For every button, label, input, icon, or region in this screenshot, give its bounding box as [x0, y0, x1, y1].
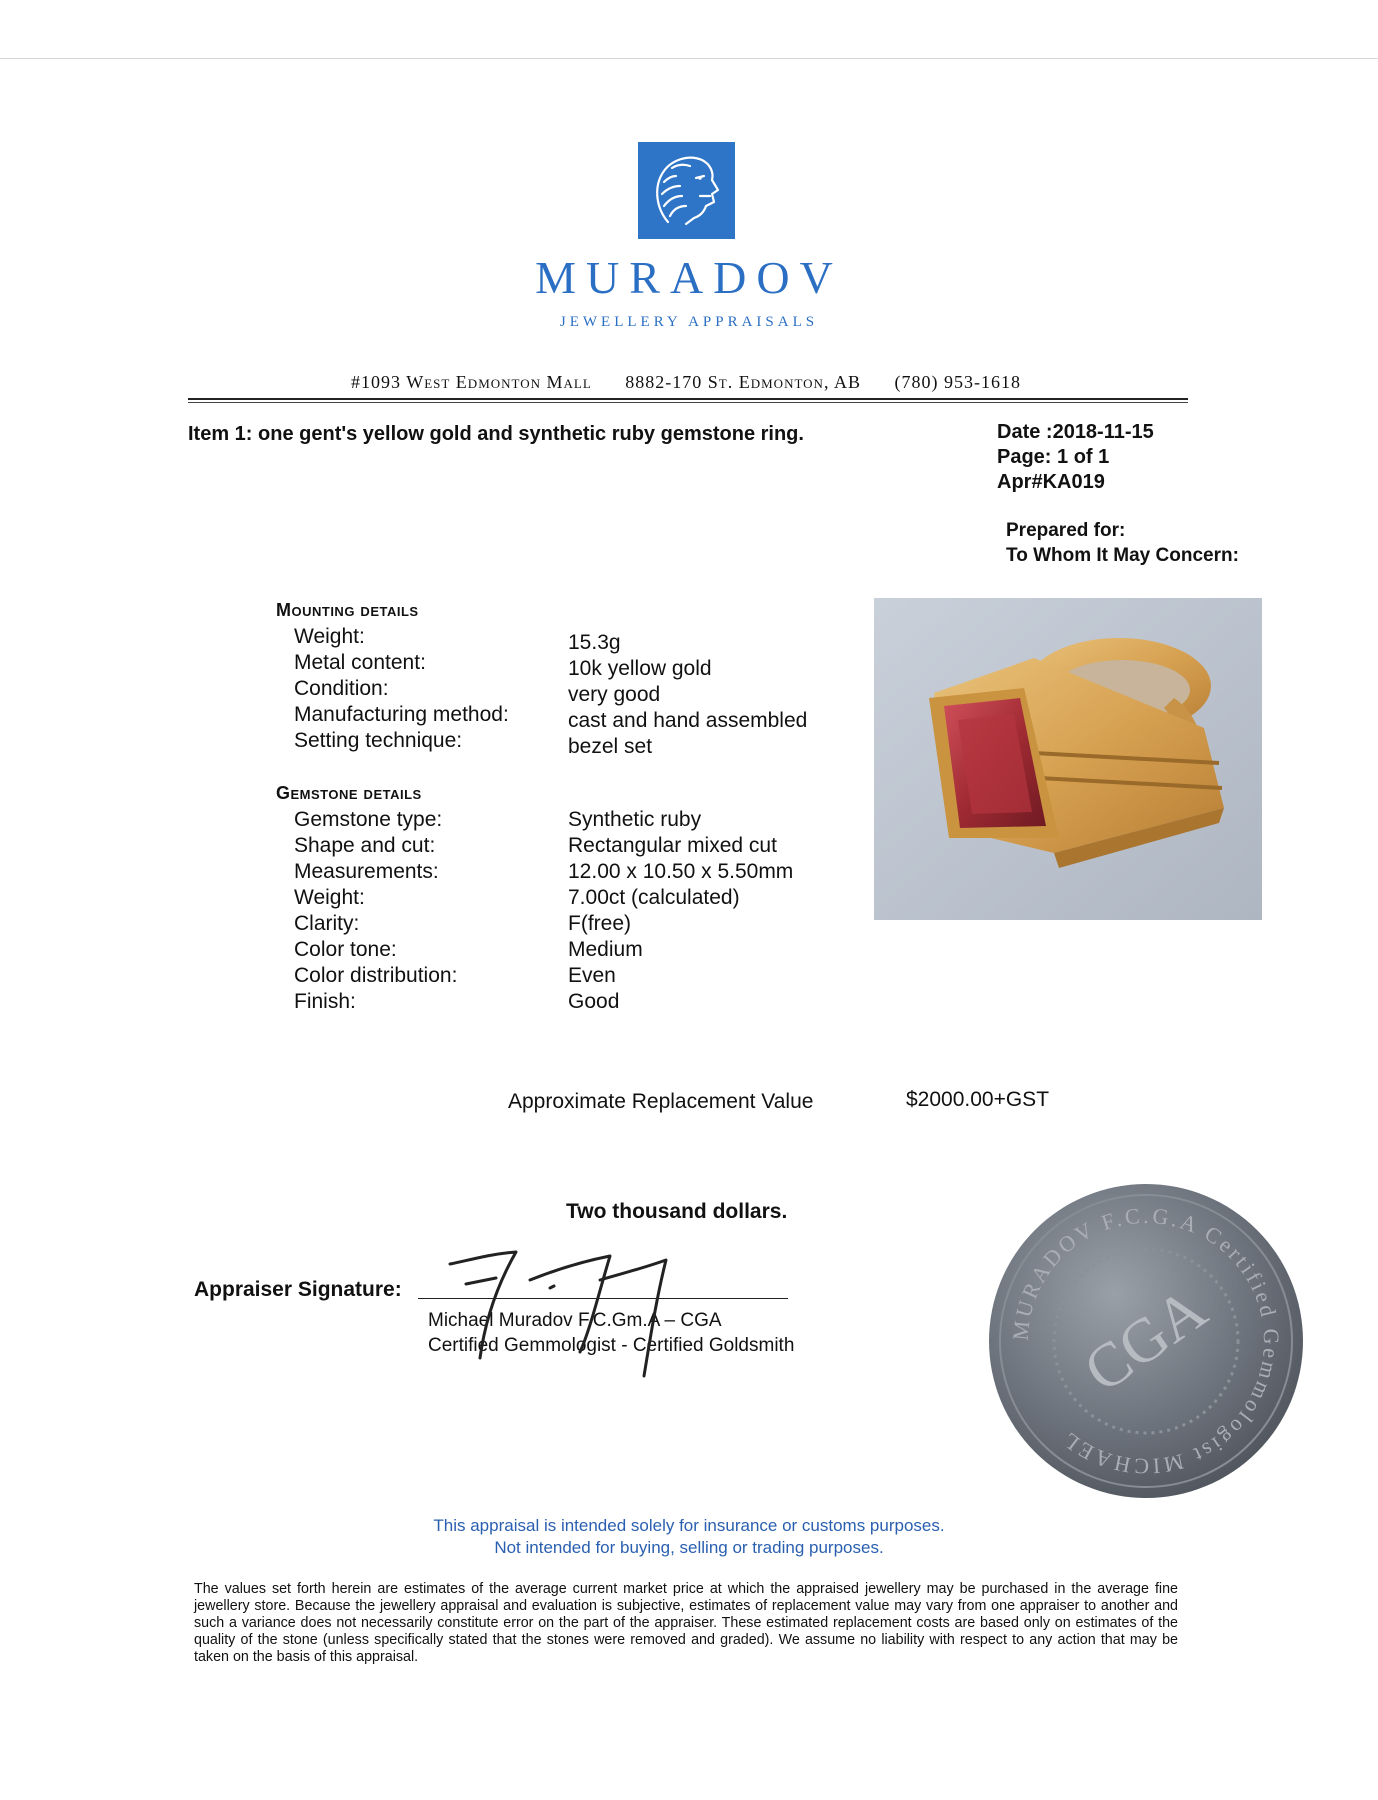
gemstone-value: Even: [568, 964, 616, 987]
seal-center-text: CGA: [1072, 1274, 1219, 1406]
brand-name: MURADOV: [535, 252, 843, 303]
purpose-notice: [0, 1515, 1378, 1559]
replacement-value: $2000.00+GST: [906, 1088, 1050, 1111]
gemstone-label: Shape and cut:: [294, 834, 436, 857]
mounting-label: Setting technique:: [294, 729, 463, 752]
mounting-label: Metal content:: [294, 651, 426, 674]
lion-head-icon: [638, 142, 735, 239]
mounting-label: Condition:: [294, 677, 389, 700]
address-line: [186, 372, 1186, 393]
document-date: Date :2018-11-15: [997, 421, 1154, 443]
prepared-for-value: To Whom It May Concern:: [1006, 545, 1239, 566]
gemstone-heading: Gemstone details: [276, 783, 422, 803]
address-street: 8882-170 St. Edmonton, AB: [625, 372, 861, 392]
appraisal-number: Apr#KA019: [997, 471, 1105, 493]
mounting-value: very good: [568, 683, 661, 706]
gemstone-value: 7.00ct (calculated): [568, 886, 740, 909]
gemstone-label: Clarity:: [294, 912, 360, 935]
address-location: #1093 West Edmonton Mall: [351, 372, 592, 392]
handwritten-signature: [430, 1240, 790, 1380]
mounting-value: bezel set: [568, 735, 653, 758]
seal-ring-text: MURADOV F.C.G.A Certified Gemmologist MICHAEL: [1007, 1202, 1285, 1480]
item-title: Item 1: one gent's yellow gold and synthetic ruby gemstone ring.: [188, 423, 804, 445]
prepared-for-label: Prepared for:: [1006, 520, 1126, 541]
page-number: Page: 1 of 1: [997, 446, 1110, 468]
liability-disclaimer: The values set forth herein are estimates of the average current market price at which the appraised jewellery may be purchased in the average fine jewellery store. Because the jewellery appraisal and evaluation is subjective, estimates of replacement value may vary from one appraiser to another and such a variance does not necessarily constitute error on the part of the appraiser. These estimated replacement costs are based only on estimates of the quality of the stone (unless specifically stated that the stones were removed and graded). We assume no liability with respect to any action that may be taken on the basis of this appraisal.: [194, 1581, 1178, 1665]
gemstone-label: Color tone:: [294, 938, 397, 961]
gemstone-value: Rectangular mixed cut: [568, 834, 777, 857]
address-phone: (780) 953-1618: [894, 372, 1021, 392]
header-rule: [188, 398, 1188, 400]
gemstone-value: Medium: [568, 938, 643, 961]
notice-line-1: This appraisal is intended solely for insurance or customs purposes.: [433, 1516, 945, 1535]
gemstone-value: 12.00 x 10.50 x 5.50mm: [568, 860, 794, 883]
mounting-value: cast and hand assembled: [568, 709, 808, 732]
ring-photo: [874, 598, 1262, 920]
gemstone-value: Synthetic ruby: [568, 808, 702, 831]
gemstone-label: Color distribution:: [294, 964, 458, 987]
document-meta: [997, 420, 1154, 495]
value-in-words: Two thousand dollars.: [566, 1200, 788, 1223]
appraiser-title: Certified Gemmologist - Certified Goldsmith: [428, 1335, 795, 1356]
replacement-value-label: Approximate Replacement Value: [508, 1090, 814, 1113]
gemstone-label: Weight:: [294, 886, 365, 909]
top-scan-line: [0, 58, 1378, 59]
gemstone-label: Measurements:: [294, 860, 439, 883]
notice-line-2: Not intended for buying, selling or trading purposes.: [494, 1538, 884, 1557]
prepared-for: [1006, 518, 1239, 568]
mounting-heading: Mounting details: [276, 600, 419, 620]
appraiser-signature-label: Appraiser Signature:: [194, 1278, 402, 1301]
mounting-value: 10k yellow gold: [568, 657, 712, 680]
gemstone-label: Finish:: [294, 990, 356, 1013]
header-rule-thin: [188, 402, 1188, 403]
mounting-value: 15.3g: [568, 631, 621, 654]
gemstone-value: Good: [568, 990, 620, 1013]
mounting-label: Weight:: [294, 625, 365, 648]
mounting-label: Manufacturing method:: [294, 703, 509, 726]
gemstone-value: F(free): [568, 912, 631, 935]
appraiser-name: Michael Muradov F.C.Gm.A – CGA: [428, 1310, 722, 1331]
gemstone-label: Gemstone type:: [294, 808, 443, 831]
brand-tagline: JEWELLERY APPRAISALS: [559, 314, 819, 330]
cga-embossed-seal: [987, 1182, 1305, 1500]
